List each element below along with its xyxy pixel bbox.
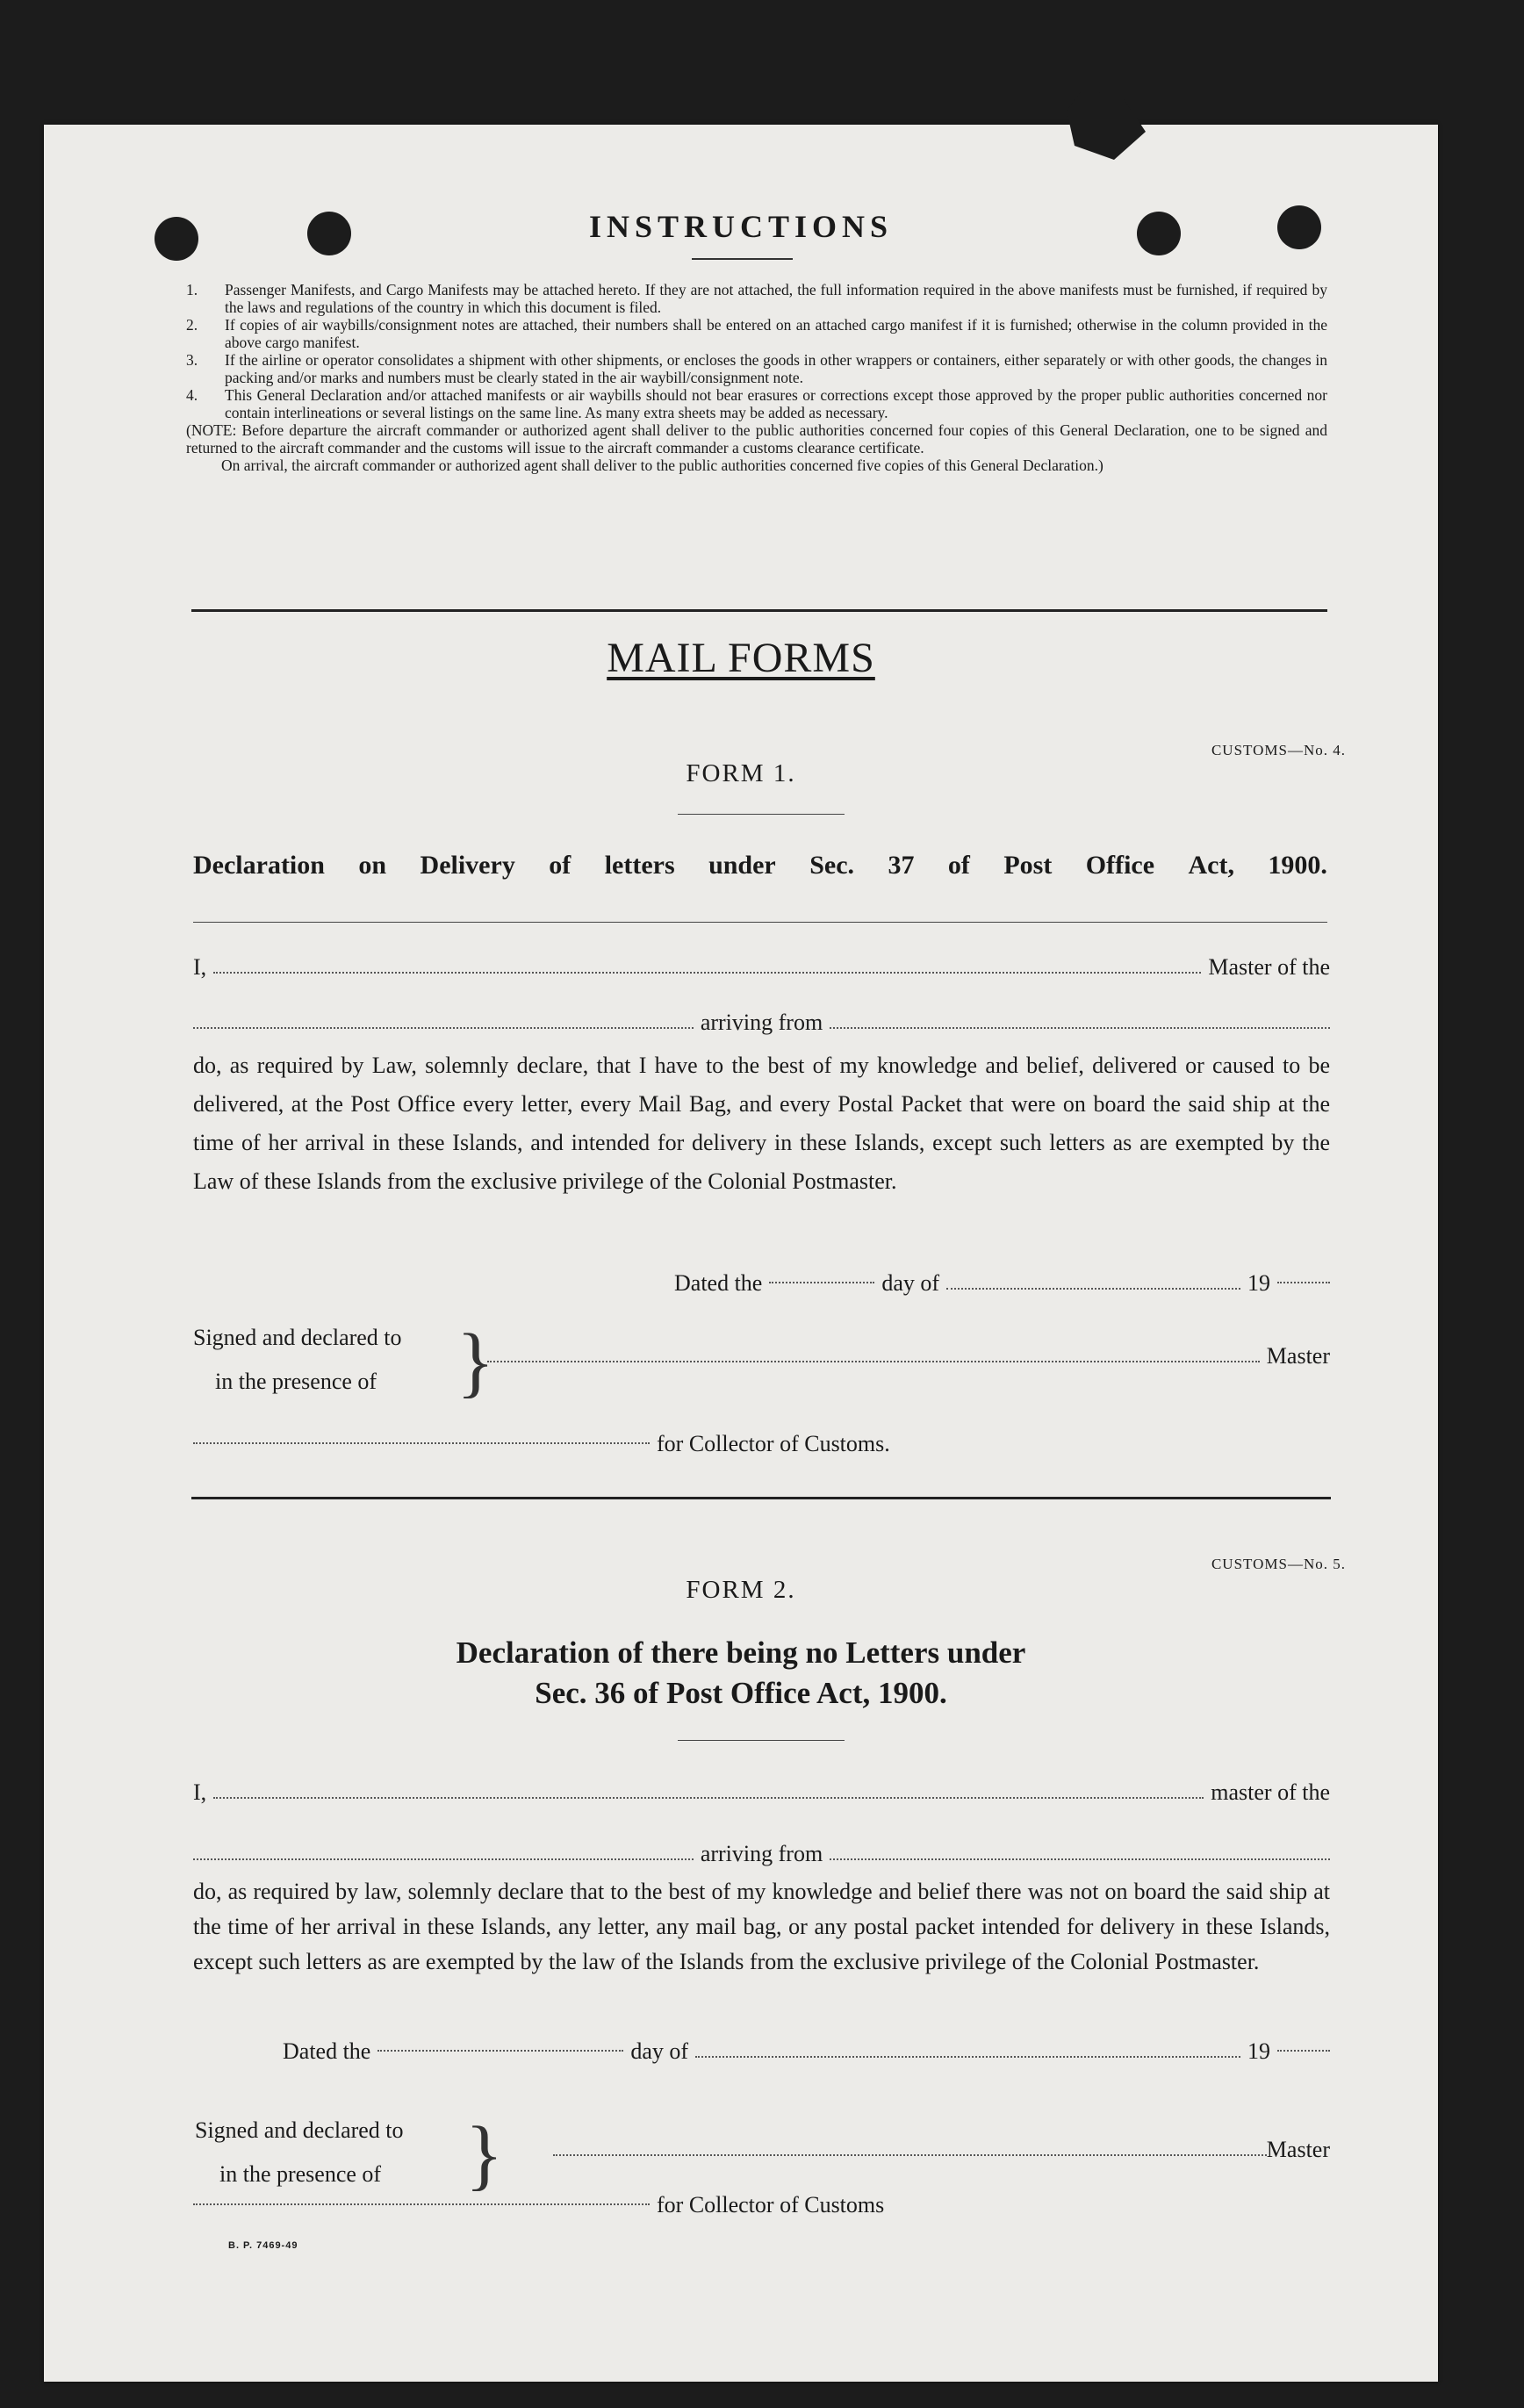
form2-declaration-body: do, as required by law, solemnly declare that to the best of my knowledge and belief there was not on board the said ship at the time of her arrival in these Islands, any letter, any mail bag, or any postal packet intended for delivery in these Islands, except such letters as are exempted by the law of the Islands from the exclusive privilege of the Colonial Postmaster. — [193, 1879, 1330, 1974]
form1-label: FORM 1. — [686, 759, 796, 787]
ship-name-field[interactable] — [193, 1026, 694, 1029]
master-name-field[interactable] — [213, 971, 1201, 974]
instruction-note-arrival: On arrival, the aircraft commander or authorized agent shall deliver to the public authorities concerned five copies of this General Declaration.) — [221, 456, 1103, 474]
form1-year-field[interactable] — [1277, 1281, 1330, 1283]
form2-arriving-line: arriving from — [193, 1841, 1330, 1867]
form1-signed-label: Signed and declared to in the presence of — [193, 1325, 402, 1394]
arriving-from-field[interactable] — [830, 1026, 1330, 1029]
form2-label: FORM 2. — [686, 1576, 796, 1604]
form1-declaration-title: Declaration on Delivery of letters under Sec. 37 of Post Office Act, 1900. — [193, 851, 1327, 880]
form2-month-field[interactable] — [695, 2055, 1240, 2058]
tape-mark — [1067, 90, 1146, 160]
form2-dated-line: Dated the day of 19 — [283, 2038, 1330, 2065]
form1-master-signature-field[interactable] — [487, 1360, 1260, 1362]
document-page — [44, 125, 1438, 2382]
instruction-item: 3. If the airline or operator consolidates a shipment with other shipments, or encloses the goods in other wrappers or containers, either separately or with other goods, the changes in packing and/or marks and numbers must be clearly stated in the air waybill/consignment note. — [186, 351, 1327, 386]
instruction-item: 4. This General Declaration and/or attached manifests or air waybills should not bear erasures or corrections except those approved by the proper public authorities concerned nor contain interlineations or several listings on the same line. As many extra sheets may be added as necessary. — [186, 386, 1327, 421]
instructions-list — [186, 281, 1327, 474]
divider-rule — [191, 609, 1327, 612]
form2-master-signature-line: Master — [553, 2137, 1330, 2163]
brace-icon: } — [465, 2111, 504, 2198]
form1-customs-number: CUSTOMS—No. 4. — [1211, 742, 1346, 758]
form2-master-signature-field[interactable] — [553, 2153, 1267, 2156]
form1-collector-signature-field[interactable] — [193, 1441, 650, 1444]
form1-day-field[interactable] — [769, 1281, 874, 1283]
form2-ship-name-field[interactable] — [193, 1858, 694, 1860]
form1-collector-line: for Collector of Customs. — [193, 1431, 983, 1457]
form1-master-line: I, Master of the — [193, 954, 1330, 980]
mail-forms-title: MAIL FORMS — [607, 635, 875, 681]
form2-master-line: I, master of the — [193, 1779, 1330, 1805]
form2-customs-number: CUSTOMS—No. 5. — [1211, 1556, 1346, 1572]
form2-master-name-field[interactable] — [213, 1796, 1204, 1799]
instruction-item: 1. Passenger Manifests, and Cargo Manifests may be attached hereto. If they are not attached, the full information required in the above manifests must be furnished, if required by the laws and regulations of the country in which this document is filed. — [186, 281, 1327, 316]
instruction-note: (NOTE: Before departure the aircraft commander or authorized agent shall deliver to the public authorities concerned four copies of this General Declaration, one to be signed and returned to the aircraft commander and the customs will issue to the aircraft commander a customs clearance certificate. — [186, 421, 1327, 456]
form-divider-rule — [191, 1497, 1331, 1499]
instructions-rule — [692, 258, 793, 260]
form1-dated-line: Dated the day of 19 — [674, 1270, 1330, 1297]
form2-arriving-from-field[interactable] — [830, 1858, 1330, 1860]
form2-day-field[interactable] — [377, 2049, 623, 2052]
form1-month-field[interactable] — [946, 1287, 1240, 1290]
form1-arriving-line: arriving from — [193, 1010, 1330, 1036]
form1-declaration-body: do, as required by Law, solemnly declare, that I have to the best of my knowledge and belief, delivered or caused to be delivered, at the Post Office every letter, every Mail Bag, and every Postal Packet that were on board the said ship at the time of her arrival in these Islands, and intended for delivery in these Islands, except such letters as are exempted by the Law of these Islands from the exclusive privilege of the Colonial Postmaster. — [193, 1053, 1330, 1194]
form2-collector-line: for Collector of Customs — [193, 2192, 983, 2218]
footer-print-code: B. P. 7469-49 — [228, 2240, 298, 2251]
form1-label-rule — [678, 814, 845, 815]
form2-declaration-title: Declaration of there being no Letters under Sec. 36 of Post Office Act, 1900. — [456, 1635, 1026, 1710]
form2-year-field[interactable] — [1277, 2049, 1330, 2052]
form2-collector-signature-field[interactable] — [193, 2203, 650, 2205]
instruction-item: 2. If copies of air waybills/consignment notes are attached, their numbers shall be entered on an attached cargo manifest if it is furnished; otherwise in the column provided in the above cargo manifest. — [186, 316, 1327, 351]
form2-signed-label: Signed and declared to in the presence of — [195, 2117, 404, 2187]
brace-icon: } — [456, 1319, 495, 1405]
form1-master-signature-line: Master — [487, 1343, 1330, 1369]
instructions-title: INSTRUCTIONS — [588, 209, 894, 244]
form2-title-rule — [678, 1740, 845, 1741]
form1-declaration-rule — [193, 922, 1327, 923]
